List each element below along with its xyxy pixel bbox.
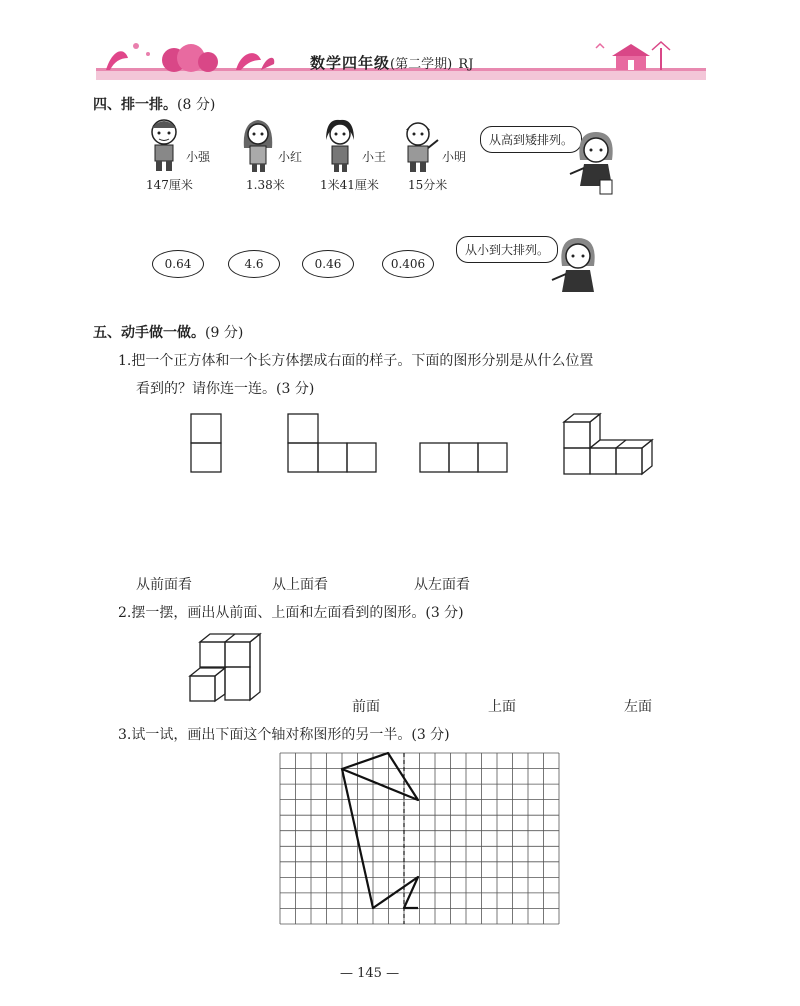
q1-views-figures <box>190 412 660 476</box>
boy-figure-icon <box>146 118 182 173</box>
child-name-3: 小王 <box>362 150 387 164</box>
q2-label-front: 前面 <box>352 699 380 715</box>
child-height-1: 147厘米 <box>146 178 193 192</box>
number-oval-1: 0.64 <box>152 250 204 278</box>
q2-label-left: 左面 <box>624 699 652 715</box>
child-height-3: 1米41厘米 <box>320 178 379 192</box>
q2-cube-stack <box>188 632 268 708</box>
question-1-line-2: 看到的？请你连一连。(3 分) <box>136 381 315 397</box>
speech-bubble-2: 从小到大排列。 <box>456 236 558 263</box>
flower-decoration-icon <box>106 43 274 72</box>
child-name-2: 小红 <box>278 150 303 164</box>
page-number: — 145 — <box>340 966 400 981</box>
book-title: 数学四年级(第二学期) RJ <box>310 54 474 72</box>
number-oval-4: 0.406 <box>382 250 434 278</box>
number-oval-2: 4.6 <box>228 250 280 278</box>
child-name-4: 小明 <box>442 150 467 164</box>
speech-bubble-1: 从高到矮排列。 <box>480 126 582 153</box>
girl-figure-icon <box>240 118 276 173</box>
cube-arrangement-3d <box>564 414 652 474</box>
boy-figure-icon <box>400 118 440 173</box>
number-oval-3: 0.46 <box>302 250 354 278</box>
question-1-line-1: 1.把一个正方体和一个长方体摆成右面的样子。下面的图形分别是从什么位置 <box>118 353 594 369</box>
house-tree-decoration-icon <box>596 42 670 70</box>
view-label-left: 从左面看 <box>414 577 470 593</box>
symmetry-grid <box>280 753 559 924</box>
view-label-front: 从前面看 <box>136 577 192 593</box>
question-3-text: 3.试一试，画出下面这个轴对称图形的另一半。(3 分) <box>118 727 450 743</box>
girl-teacher-icon <box>566 130 626 200</box>
girl-teacher-icon <box>548 236 608 306</box>
view-label-top: 从上面看 <box>272 577 328 593</box>
q2-label-top: 上面 <box>488 699 516 715</box>
child-height-2: 1.38米 <box>246 178 285 192</box>
child-height-4: 15分米 <box>408 178 448 192</box>
question-2-text: 2.摆一摆，画出从前面、上面和左面看到的图形。(3 分) <box>118 605 464 621</box>
section-4-title: 四、排一排。(8 分) <box>93 97 216 113</box>
section-5-title: 五、动手做一做。(9 分) <box>93 325 244 341</box>
girl-figure-icon <box>322 118 358 173</box>
child-name-1: 小强 <box>186 150 211 164</box>
